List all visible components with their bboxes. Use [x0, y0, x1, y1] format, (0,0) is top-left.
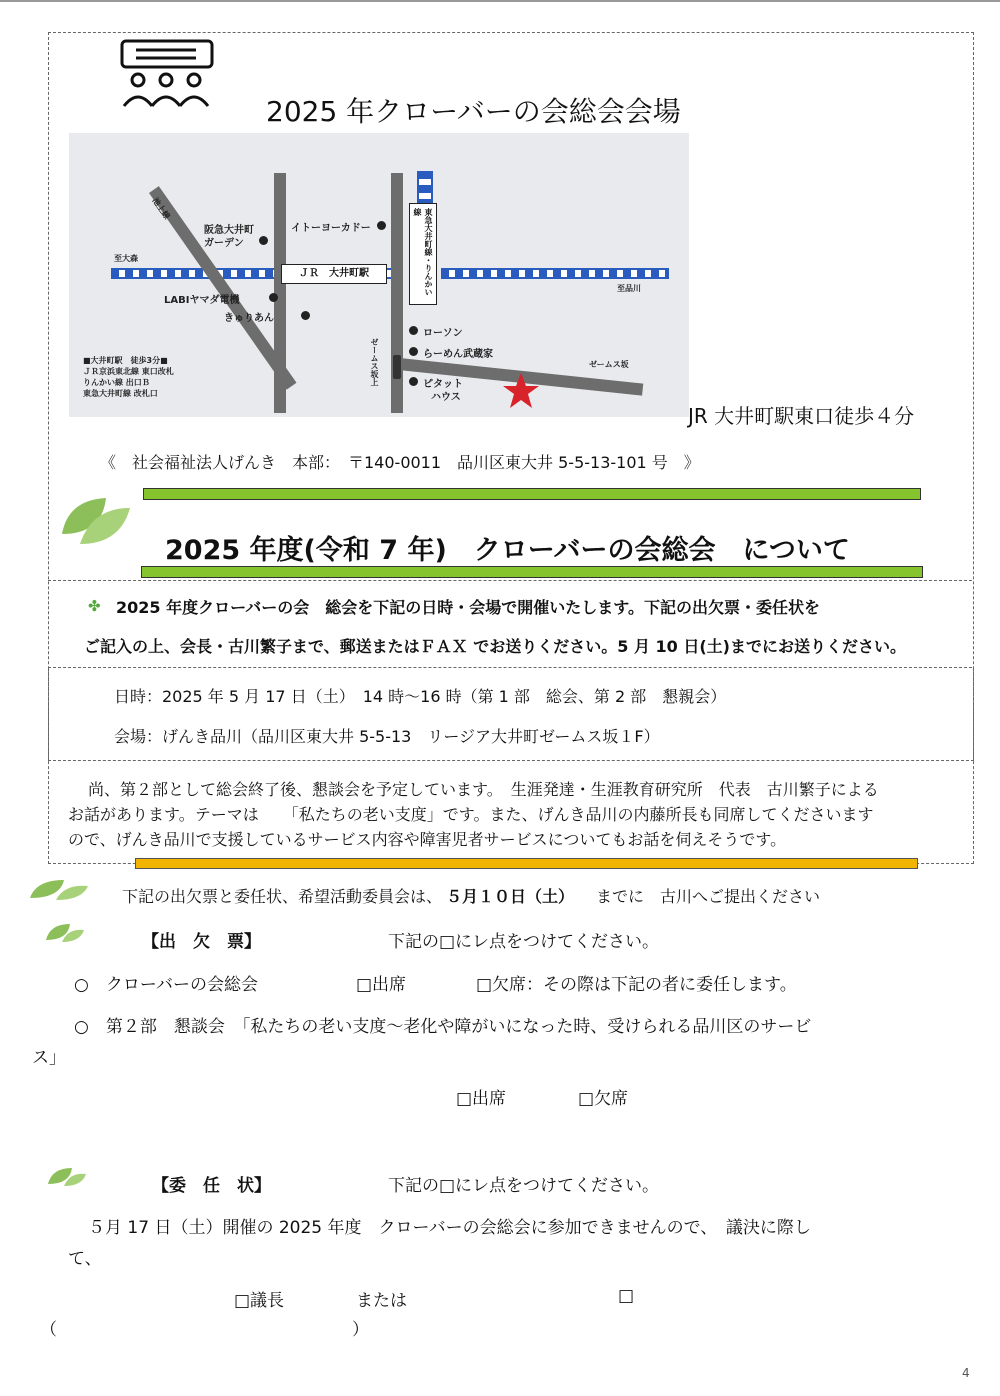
to-omori-label: 至大森 [114, 254, 138, 263]
green-bar-bottom [141, 566, 923, 578]
zeemus-saka-up-label: ゼームス坂上 [370, 338, 379, 386]
jr-station-box: ＪＲ 大井町駅 [281, 264, 387, 284]
note-line-2: お話があります。テーマは 「私たちの老い支度」です。また、げんき品川の内藤所長も同席してくださいます [68, 805, 874, 824]
kyurian-dot [301, 311, 310, 320]
page-title: 2025 年クローバーの会総会会場 [266, 95, 681, 128]
legend-line-4: 東急大井町線 改札口 [83, 389, 158, 398]
leaf-icon [48, 1166, 88, 1188]
proxy-name-field[interactable] [58, 1318, 348, 1340]
ramen-dot [409, 347, 418, 356]
garden-label: ガーデン [204, 238, 244, 249]
hankyu-label: 阪急大井町 [204, 225, 254, 236]
submit-suffix: までに 古川へご提出ください [596, 887, 821, 906]
note-line-1: 尚、第２部として総会終了後、懇談会を予定しています。 生涯発達・生涯教育研究所 代表 古川繁子による [88, 780, 879, 799]
legend-line-1: ■大井町駅 徒歩3分■ [83, 356, 168, 365]
submit-deadline: ５月１０日（土） [446, 887, 575, 906]
proxy-body-line-2: て、 [68, 1249, 102, 1269]
datetime-text: 日時：2025 年 5 月 17 日（土） 14 時〜16 時（第 1 部 総会、第 2 部 懇親会） [114, 687, 727, 706]
itoyokado-label: イトーヨーカドー [291, 223, 371, 234]
itoyokado-dot [377, 221, 386, 230]
or-text: または [356, 1291, 407, 1311]
ramen-label: らーめん武蔵家 [423, 349, 493, 360]
to-shinagawa-label: 至品川 [617, 284, 641, 293]
row1-absent-checkbox[interactable]: □欠席：その際は下記の者に委任します。 [476, 975, 797, 995]
intro-line-2: ご記入の上、会長・古川繁子まで、郵送またはＦＡＸ でお送りください。5 月 10 日(土)までにお送りください。 [84, 637, 906, 656]
tokyu-line-box [409, 203, 437, 305]
page-top-border [0, 0, 1000, 2]
venue-map [69, 133, 689, 417]
meeting-icon [116, 38, 216, 110]
clover-icon: ✤ [88, 597, 101, 615]
submit-prefix: 下記の出欠票と委任状、希望活動委員会は、 [122, 887, 443, 906]
green-bar-top [143, 488, 921, 500]
star-icon [501, 371, 541, 411]
row1-label: ○ クローバーの会総会 [74, 975, 258, 995]
proxy-instruction: 下記の□にレ点をつけてください。 [388, 1176, 660, 1196]
pitatto-dot [409, 377, 418, 386]
page-number: 4 [962, 1366, 970, 1380]
chair-checkbox[interactable]: □議長 [234, 1291, 285, 1311]
ikegami-line-label: 池上線 [150, 196, 172, 221]
row1-attend-checkbox[interactable]: □出席 [356, 975, 407, 995]
paren-open: （ [40, 1320, 57, 1340]
tokyu-line-label: 東急大井町線・りんかい線 [413, 208, 433, 296]
attendance-instruction: 下記の□にレ点をつけてください。 [388, 932, 660, 952]
note-line-3: ので、げんき品川で支援しているサービス内容や障害児者サービスについてもお話を伺えそうです。 [68, 830, 787, 849]
attendance-heading: 【出 欠 票】 [142, 932, 261, 952]
access-text: JR 大井町駅東口徒歩４分 [688, 404, 915, 428]
leaf-icon [30, 878, 90, 902]
submit-line [122, 884, 820, 907]
legend-line-2: ＪＲ京浜東北線 東口改札 [83, 367, 174, 376]
zeemus-saka-label: ゼームス坂 [589, 360, 629, 369]
section-title: 2025 年度(令和 7 年) クローバーの会総会 について [165, 535, 850, 566]
traffic-light-icon [393, 355, 401, 379]
leaf-icon [58, 494, 132, 550]
row2-absent-checkbox[interactable]: □欠席 [578, 1089, 629, 1109]
house-label: ハウス [431, 392, 461, 403]
row2-line-2: ス」 [32, 1048, 66, 1068]
garden-dot [259, 236, 268, 245]
lawson-label: ローソン [423, 328, 463, 339]
paren-close: ） [352, 1320, 369, 1340]
legend-line-3: りんかい線 出口Ｂ [83, 378, 150, 387]
venue-text: 会場：げんき品川（品川区東大井 5-5-13 リージア大井町ゼームス坂１F） [114, 727, 660, 746]
address-text: 《 社会福祉法人げんき 本部： 〒140-0011 品川区東大井 5-5-13-101 号 》 [100, 453, 700, 472]
yellow-bar [135, 858, 918, 869]
labi-label: LABIヤマダ電機 [164, 295, 240, 306]
labi-dot [269, 293, 278, 302]
proxy-heading: 【委 任 状】 [152, 1176, 271, 1196]
jr-rail-right [441, 268, 669, 279]
proxy-checkbox[interactable]: □ [618, 1286, 635, 1306]
pitatto-label: ピタット [423, 379, 463, 390]
proxy-body-line-1: ５月 17 日（土）開催の 2025 年度 クローバーの会総会に参加できませんので、 議決に際し [88, 1218, 811, 1238]
kyurian-label: きゅりあん [224, 313, 274, 324]
row2-line-1: ○ 第２部 懇談会 「私たちの老い支度〜老化や障がいになった時、受けられる品川区のサービ [74, 1017, 812, 1037]
lawson-dot [409, 326, 418, 335]
map-legend [83, 355, 174, 399]
intro-line-1: 2025 年度クローバーの会 総会を下記の日時・会場で開催いたします。下記の出欠票・委任状を [116, 598, 821, 617]
leaf-icon [46, 922, 86, 944]
row2-attend-checkbox[interactable]: □出席 [456, 1089, 507, 1109]
schedule-box [48, 668, 974, 761]
